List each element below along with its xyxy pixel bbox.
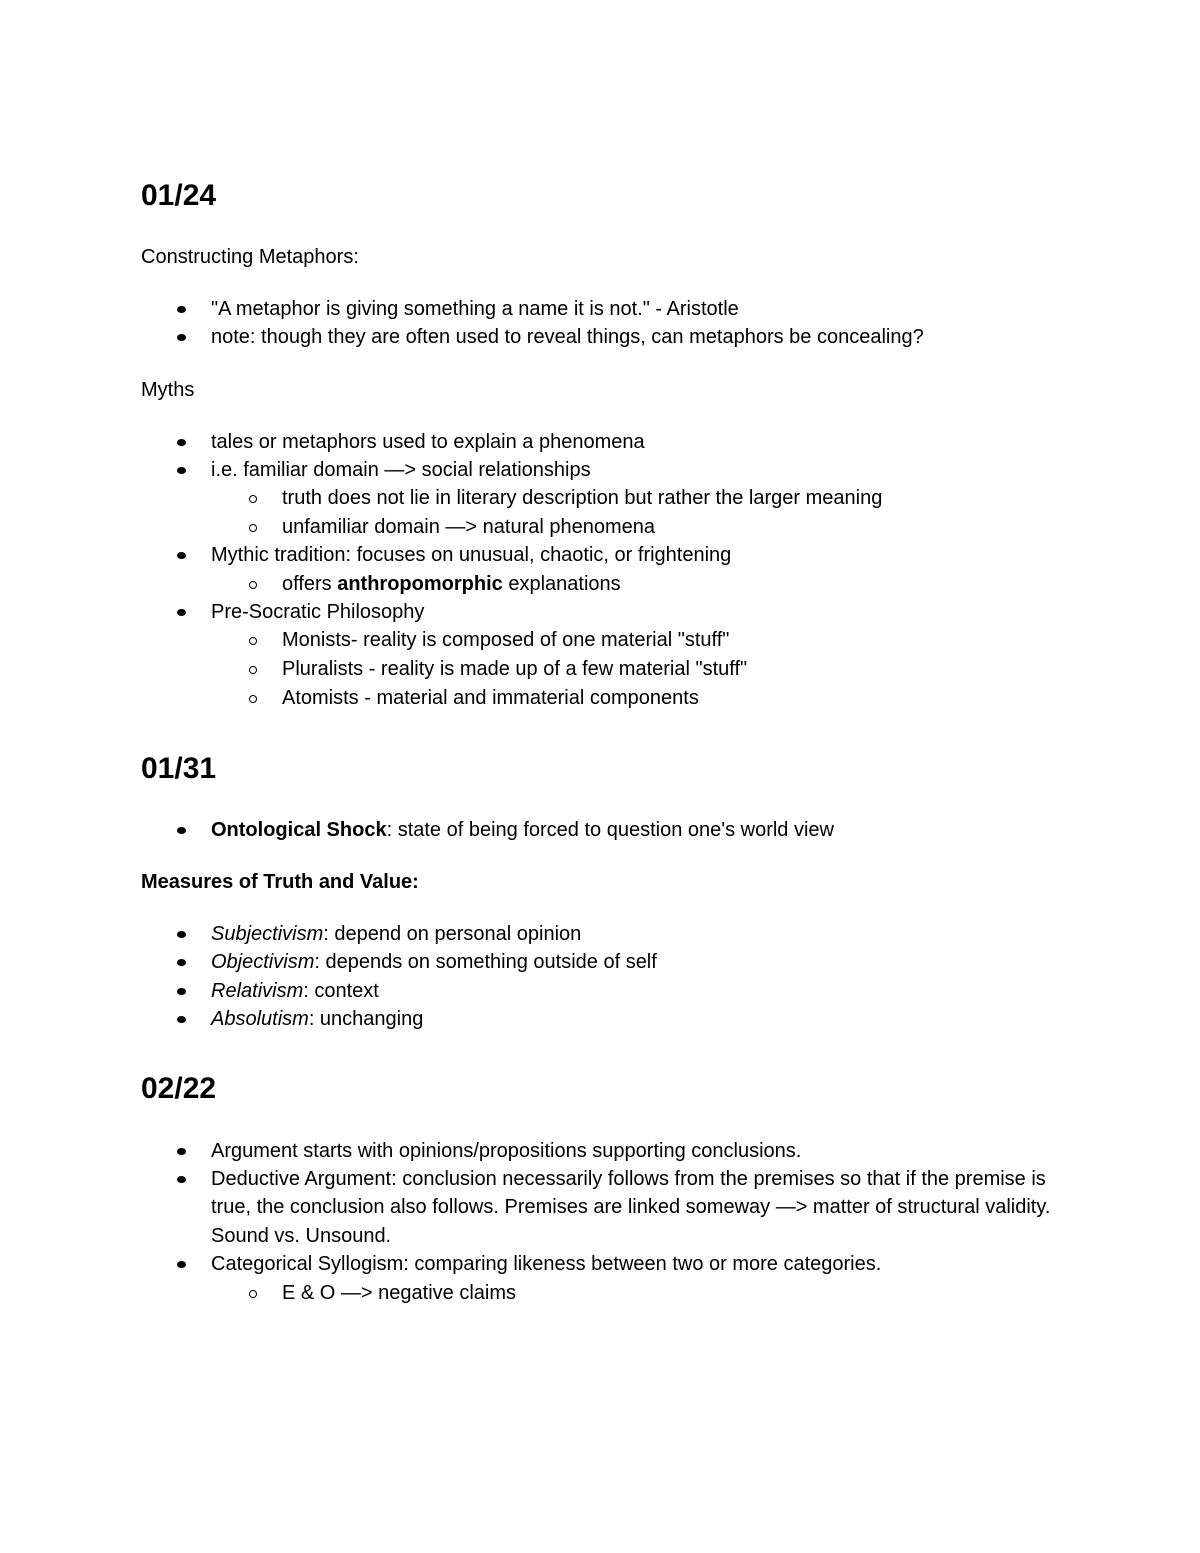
sub-label-myths: Myths <box>141 379 195 401</box>
list-item: "A metaphor is giving something a name it is not." - Aristotle <box>211 295 739 323</box>
list-item: E & O —> negative claims <box>282 1279 516 1307</box>
list-item: Deductive Argument: conclusion necessarily follows from the premises so that if the premise is true, the conclusion also follows. Premises are linked someway —> matter of structural validity. Sound vs. Unsound. <box>211 1165 1061 1250</box>
list-item: Monists- reality is composed of one material "stuff" <box>282 626 729 654</box>
list-item: Absolutism: unchanging <box>211 1005 423 1033</box>
list-item: Categorical Syllogism: comparing likeness between two or more categories. <box>211 1250 881 1278</box>
list-item: unfamiliar domain —> natural phenomena <box>282 513 655 541</box>
hollow-bullet-icon <box>249 666 257 674</box>
bullet-icon <box>177 1016 186 1023</box>
bullet-icon <box>177 306 186 313</box>
list-item: Ontological Shock: state of being forced to question one's world view <box>211 816 834 844</box>
bullet-icon <box>177 827 186 834</box>
hollow-bullet-icon <box>249 581 257 589</box>
list-item: Argument starts with opinions/propositions supporting conclusions. <box>211 1137 801 1165</box>
list-item: note: though they are often used to reveal things, can metaphors be concealing? <box>211 323 924 351</box>
hollow-bullet-icon <box>249 524 257 532</box>
list-item: offers anthropomorphic explanations <box>282 570 621 598</box>
bullet-icon <box>177 552 186 559</box>
bullet-icon <box>177 988 186 995</box>
bullet-icon <box>177 1148 186 1155</box>
list-item: Relativism: context <box>211 977 379 1005</box>
hollow-bullet-icon <box>249 1290 257 1298</box>
section-intro: Constructing Metaphors: <box>141 246 359 268</box>
bullet-icon <box>177 959 186 966</box>
list-item: Objectivism: depends on something outside of self <box>211 948 657 976</box>
measures-title: Measures of Truth and Value: <box>141 871 419 893</box>
bullet-icon <box>177 334 186 341</box>
hollow-bullet-icon <box>249 637 257 645</box>
list-item: i.e. familiar domain —> social relationships <box>211 456 591 484</box>
section-heading-0124: 01/24 <box>141 179 217 212</box>
list-item: Pluralists - reality is made up of a few material "stuff" <box>282 655 747 683</box>
list-item: Atomists - material and immaterial components <box>282 684 699 712</box>
bullet-icon <box>177 609 186 616</box>
bullet-icon <box>177 1176 186 1183</box>
hollow-bullet-icon <box>249 495 257 503</box>
list-item: Subjectivism: depend on personal opinion <box>211 920 581 948</box>
bullet-icon <box>177 467 186 474</box>
list-item: Mythic tradition: focuses on unusual, chaotic, or frightening <box>211 541 731 569</box>
section-heading-0222: 02/22 <box>141 1072 217 1105</box>
bullet-icon <box>177 439 186 446</box>
list-item: truth does not lie in literary description but rather the larger meaning <box>282 484 882 512</box>
list-item: Pre-Socratic Philosophy <box>211 598 424 626</box>
bullet-icon <box>177 1261 186 1268</box>
section-heading-0131: 01/31 <box>141 752 217 785</box>
list-item: tales or metaphors used to explain a phenomena <box>211 428 645 456</box>
bullet-icon <box>177 931 186 938</box>
hollow-bullet-icon <box>249 695 257 703</box>
